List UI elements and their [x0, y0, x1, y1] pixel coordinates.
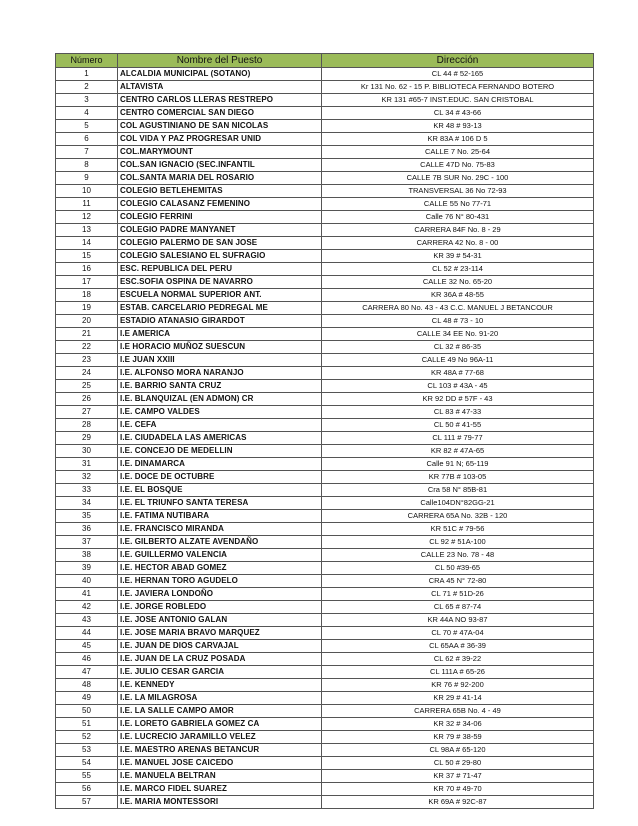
table-row: [56, 562, 594, 575]
table-row: [56, 68, 594, 81]
row-number: 32: [56, 471, 118, 484]
table-row: [56, 588, 594, 601]
row-name: COLEGIO PALERMO DE SAN JOSE: [118, 237, 322, 250]
row-number: 31: [56, 458, 118, 471]
row-address: CALLE 55 No 77-71: [322, 198, 594, 211]
table-row: [56, 783, 594, 796]
row-name: I.E. EL TRIUNFO SANTA TERESA: [118, 497, 322, 510]
row-name: I.E. BLANQUIZAL (EN ADMON) CR: [118, 393, 322, 406]
puestos-table: [55, 53, 594, 809]
row-name: COL AGUSTINIANO DE SAN NICOLAS: [118, 120, 322, 133]
row-name: I.E. LA SALLE CAMPO AMOR: [118, 705, 322, 718]
row-name: I.E. FATIMA NUTIBARA: [118, 510, 322, 523]
row-name: ALCALDIA MUNICIPAL (SOTANO): [118, 68, 322, 81]
row-address: CALLE 47D No. 75-83: [322, 159, 594, 172]
table-row: [56, 523, 594, 536]
row-name: I.E. MANUELA BELTRAN: [118, 770, 322, 783]
row-number: 6: [56, 133, 118, 146]
table-row: [56, 679, 594, 692]
table-row: [56, 263, 594, 276]
table-row: [56, 744, 594, 757]
row-address: CALLE 49 No 96A-11: [322, 354, 594, 367]
row-name: I.E. KENNEDY: [118, 679, 322, 692]
row-name: I.E. JUAN DE DIOS CARVAJAL: [118, 640, 322, 653]
row-number: 43: [56, 614, 118, 627]
table-row: [56, 705, 594, 718]
row-address: CL 44 # 52-165: [322, 68, 594, 81]
row-number: 13: [56, 224, 118, 237]
table-row: [56, 354, 594, 367]
row-number: 21: [56, 328, 118, 341]
row-number: 8: [56, 159, 118, 172]
row-number: 36: [56, 523, 118, 536]
row-address: KR 76 # 92-200: [322, 679, 594, 692]
row-name: I.E. LORETO GABRIELA GOMEZ CA: [118, 718, 322, 731]
row-number: 25: [56, 380, 118, 393]
row-number: 34: [56, 497, 118, 510]
row-number: 16: [56, 263, 118, 276]
row-number: 42: [56, 601, 118, 614]
row-address: KR 77B # 103-05: [322, 471, 594, 484]
row-number: 17: [56, 276, 118, 289]
row-number: 35: [56, 510, 118, 523]
row-number: 29: [56, 432, 118, 445]
table-row: [56, 484, 594, 497]
row-name: I.E. JORGE ROBLEDO: [118, 601, 322, 614]
row-name: I.E. JULIO CESAR GARCIA: [118, 666, 322, 679]
row-number: 7: [56, 146, 118, 159]
row-number: 12: [56, 211, 118, 224]
row-number: 27: [56, 406, 118, 419]
table-row: [56, 640, 594, 653]
table-row: [56, 289, 594, 302]
table-row: [56, 627, 594, 640]
row-number: 19: [56, 302, 118, 315]
row-address: KR 29 # 41-14: [322, 692, 594, 705]
row-address: CALLE 32 No. 65-20: [322, 276, 594, 289]
row-address: CRA 45 N° 72-80: [322, 575, 594, 588]
row-number: 55: [56, 770, 118, 783]
row-number: 48: [56, 679, 118, 692]
table-row: [56, 497, 594, 510]
table-row: [56, 536, 594, 549]
table-row: [56, 276, 594, 289]
row-address: CL 50 # 29-80: [322, 757, 594, 770]
row-address: Kr 131 No. 62 - 15 P. BIBLIOTECA FERNANDO BOTERO: [322, 81, 594, 94]
table-row: [56, 81, 594, 94]
row-name: COLEGIO CALASANZ FEMENINO: [118, 198, 322, 211]
row-address: CL 65AA # 36-39: [322, 640, 594, 653]
row-address: KR 83A # 106 D 5: [322, 133, 594, 146]
row-address: TRANSVERSAL 36 No 72-93: [322, 185, 594, 198]
row-address: CL 62 # 39-22: [322, 653, 594, 666]
row-name: I.E. DOCE DE OCTUBRE: [118, 471, 322, 484]
row-address: CL 92 # 51A-100: [322, 536, 594, 549]
row-name: COL.SANTA MARIA DEL ROSARIO: [118, 172, 322, 185]
row-name: ESTAB. CARCELARIO PEDREGAL ME: [118, 302, 322, 315]
row-number: 28: [56, 419, 118, 432]
row-number: 41: [56, 588, 118, 601]
row-number: 18: [56, 289, 118, 302]
row-number: 39: [56, 562, 118, 575]
row-name: COL.MARYMOUNT: [118, 146, 322, 159]
table-row: [56, 458, 594, 471]
row-name: I.E. MARCO FIDEL SUAREZ: [118, 783, 322, 796]
row-name: I.E. EL BOSQUE: [118, 484, 322, 497]
row-address: CALLE 34 EE No. 91-20: [322, 328, 594, 341]
table-row: [56, 406, 594, 419]
row-number: 37: [56, 536, 118, 549]
row-name: I.E JUAN XXIII: [118, 354, 322, 367]
table-row: [56, 653, 594, 666]
row-name: ALTAVISTA: [118, 81, 322, 94]
header-nombre: Nombre del Puesto: [118, 54, 322, 68]
row-address: CL 50 # 41-55: [322, 419, 594, 432]
row-name: I.E. ALFONSO MORA NARANJO: [118, 367, 322, 380]
table-row: [56, 757, 594, 770]
row-address: KR 92 DD # 57F - 43: [322, 393, 594, 406]
row-name: COLEGIO FERRINI: [118, 211, 322, 224]
table-row: [56, 601, 594, 614]
row-address: CL 98A # 65-120: [322, 744, 594, 757]
row-number: 50: [56, 705, 118, 718]
row-number: 10: [56, 185, 118, 198]
table-row: [56, 380, 594, 393]
table-row: [56, 120, 594, 133]
header-direccion: Dirección: [322, 54, 594, 68]
table-row: [56, 328, 594, 341]
row-name: I.E HORACIO MUÑOZ SUESCUN: [118, 341, 322, 354]
table-row: [56, 367, 594, 380]
row-number: 57: [56, 796, 118, 809]
row-number: 52: [56, 731, 118, 744]
table-row: [56, 796, 594, 809]
row-address: KR 36A # 48-55: [322, 289, 594, 302]
table-row: [56, 692, 594, 705]
row-address: KR 48 # 93-13: [322, 120, 594, 133]
row-name: I.E. JOSE ANTONIO GALAN: [118, 614, 322, 627]
row-address: KR 48A # 77-68: [322, 367, 594, 380]
row-name: COLEGIO PADRE MANYANET: [118, 224, 322, 237]
row-name: ESTADIO ATANASIO GIRARDOT: [118, 315, 322, 328]
row-name: I.E. MARIA MONTESSORI: [118, 796, 322, 809]
row-address: KR 131 #65-7 INST.EDUC. SAN CRISTOBAL: [322, 94, 594, 107]
table-row: [56, 718, 594, 731]
row-address: CL 65 # 87-74: [322, 601, 594, 614]
row-number: 14: [56, 237, 118, 250]
row-name: I.E. CONCEJO DE MEDELLIN: [118, 445, 322, 458]
row-address: KR 44A NO 93-87: [322, 614, 594, 627]
row-number: 23: [56, 354, 118, 367]
row-address: KR 79 # 38-59: [322, 731, 594, 744]
row-address: CL 70 # 47A-04: [322, 627, 594, 640]
row-address: CALLE 23 No. 78 - 48: [322, 549, 594, 562]
row-address: KR 37 # 71-47: [322, 770, 594, 783]
row-number: 26: [56, 393, 118, 406]
table-row: [56, 237, 594, 250]
row-name: I.E. GUILLERMO VALENCIA: [118, 549, 322, 562]
table-row: [56, 315, 594, 328]
table-row: [56, 172, 594, 185]
row-address: CARRERA 80 No. 43 - 43 C.C. MANUEL J BETANCOUR: [322, 302, 594, 315]
row-number: 2: [56, 81, 118, 94]
row-address: CALLE 7B SUR No. 29C - 100: [322, 172, 594, 185]
row-number: 9: [56, 172, 118, 185]
table-row: [56, 198, 594, 211]
table-row: [56, 302, 594, 315]
row-number: 47: [56, 666, 118, 679]
table-row: [56, 159, 594, 172]
row-name: CENTRO COMERCIAL SAN DIEGO: [118, 107, 322, 120]
row-name: I.E. DINAMARCA: [118, 458, 322, 471]
row-name: ESC.SOFIA OSPINA DE NAVARRO: [118, 276, 322, 289]
table-row: [56, 224, 594, 237]
table-row: [56, 666, 594, 679]
row-address: KR 69A # 92C-87: [322, 796, 594, 809]
row-number: 45: [56, 640, 118, 653]
row-name: I.E. JUAN DE LA CRUZ POSADA: [118, 653, 322, 666]
row-name: I.E. CEFA: [118, 419, 322, 432]
row-number: 5: [56, 120, 118, 133]
table-row: [56, 471, 594, 484]
row-name: I.E. MANUEL JOSE CAICEDO: [118, 757, 322, 770]
row-number: 3: [56, 94, 118, 107]
row-number: 20: [56, 315, 118, 328]
row-number: 4: [56, 107, 118, 120]
table-row: [56, 510, 594, 523]
table-row: [56, 575, 594, 588]
row-address: CL 32 # 86-35: [322, 341, 594, 354]
table-row: [56, 250, 594, 263]
row-address: CARRERA 42 No. 8 - 00: [322, 237, 594, 250]
row-number: 24: [56, 367, 118, 380]
row-name: I.E. CAMPO VALDES: [118, 406, 322, 419]
row-name: COLEGIO SALESIANO EL SUFRAGIO: [118, 250, 322, 263]
table-row: [56, 549, 594, 562]
row-number: 46: [56, 653, 118, 666]
table-row: [56, 185, 594, 198]
row-number: 22: [56, 341, 118, 354]
row-name: I.E. BARRIO SANTA CRUZ: [118, 380, 322, 393]
row-name: I.E. HERNAN TORO AGUDELO: [118, 575, 322, 588]
row-name: ESC. REPUBLICA DEL PERU: [118, 263, 322, 276]
row-address: CL 48 # 73 - 10: [322, 315, 594, 328]
table-row: [56, 341, 594, 354]
row-address: CL 111A # 65-26: [322, 666, 594, 679]
row-address: CARRERA 65A No. 32B - 120: [322, 510, 594, 523]
row-name: COL.SAN IGNACIO (SEC.INFANTIL: [118, 159, 322, 172]
table-row: [56, 393, 594, 406]
row-number: 15: [56, 250, 118, 263]
table-row: [56, 445, 594, 458]
row-name: I.E. LA MILAGROSA: [118, 692, 322, 705]
row-address: KR 82 # 47A-65: [322, 445, 594, 458]
row-address: CL 52 # 23-114: [322, 263, 594, 276]
row-number: 53: [56, 744, 118, 757]
row-name: I.E. MAESTRO ARENAS BETANCUR: [118, 744, 322, 757]
row-number: 44: [56, 627, 118, 640]
row-name: I.E. CIUDADELA LAS AMERICAS: [118, 432, 322, 445]
row-name: CENTRO CARLOS LLERAS RESTREPO: [118, 94, 322, 107]
row-name: I.E. HECTOR ABAD GOMEZ: [118, 562, 322, 575]
row-address: CL 34 # 43-66: [322, 107, 594, 120]
row-number: 54: [56, 757, 118, 770]
table-row: [56, 107, 594, 120]
row-name: I.E. JAVIERA LONDOÑO: [118, 588, 322, 601]
row-name: I.E. LUCRECIO JARAMILLO VELEZ: [118, 731, 322, 744]
row-address: KR 51C # 79-56: [322, 523, 594, 536]
table-row: [56, 133, 594, 146]
row-number: 30: [56, 445, 118, 458]
table-row: [56, 731, 594, 744]
table-row: [56, 94, 594, 107]
row-address: CL 111 # 79-77: [322, 432, 594, 445]
row-address: CARRERA 65B No. 4 - 49: [322, 705, 594, 718]
row-name: ESCUELA NORMAL SUPERIOR ANT.: [118, 289, 322, 302]
row-address: KR 32 # 34-06: [322, 718, 594, 731]
row-name: I.E. FRANCISCO MIRANDA: [118, 523, 322, 536]
row-number: 56: [56, 783, 118, 796]
header-row: [56, 54, 594, 68]
row-address: CALLE 7 No. 25-64: [322, 146, 594, 159]
row-address: CL 50 #39-65: [322, 562, 594, 575]
row-name: I.E AMERICA: [118, 328, 322, 341]
table-row: [56, 419, 594, 432]
row-name: I.E. JOSE MARIA BRAVO MARQUEZ: [118, 627, 322, 640]
row-number: 33: [56, 484, 118, 497]
table-row: [56, 211, 594, 224]
row-address: Calle 76 N° 80-431: [322, 211, 594, 224]
table-row: [56, 614, 594, 627]
row-address: CARRERA 84F No. 8 - 29: [322, 224, 594, 237]
row-name: COLEGIO BETLEHEMITAS: [118, 185, 322, 198]
row-address: KR 39 # 54-31: [322, 250, 594, 263]
row-address: Cra 58 N° 85B-81: [322, 484, 594, 497]
row-number: 11: [56, 198, 118, 211]
row-number: 38: [56, 549, 118, 562]
row-address: CL 83 # 47-33: [322, 406, 594, 419]
row-number: 40: [56, 575, 118, 588]
header-numero: Número: [56, 54, 118, 68]
row-address: Calle 91 N; 65-119: [322, 458, 594, 471]
table-row: [56, 146, 594, 159]
row-address: CL 71 # 51D-26: [322, 588, 594, 601]
row-name: I.E. GILBERTO ALZATE AVENDAÑO: [118, 536, 322, 549]
row-number: 51: [56, 718, 118, 731]
row-number: 49: [56, 692, 118, 705]
table-row: [56, 770, 594, 783]
table-row: [56, 432, 594, 445]
row-number: 1: [56, 68, 118, 81]
table-body: [56, 68, 594, 809]
row-address: CL 103 # 43A - 45: [322, 380, 594, 393]
row-address: Calle104DN°82GG-21: [322, 497, 594, 510]
row-address: KR 70 # 49-70: [322, 783, 594, 796]
row-name: COL VIDA Y PAZ PROGRESAR UNID: [118, 133, 322, 146]
